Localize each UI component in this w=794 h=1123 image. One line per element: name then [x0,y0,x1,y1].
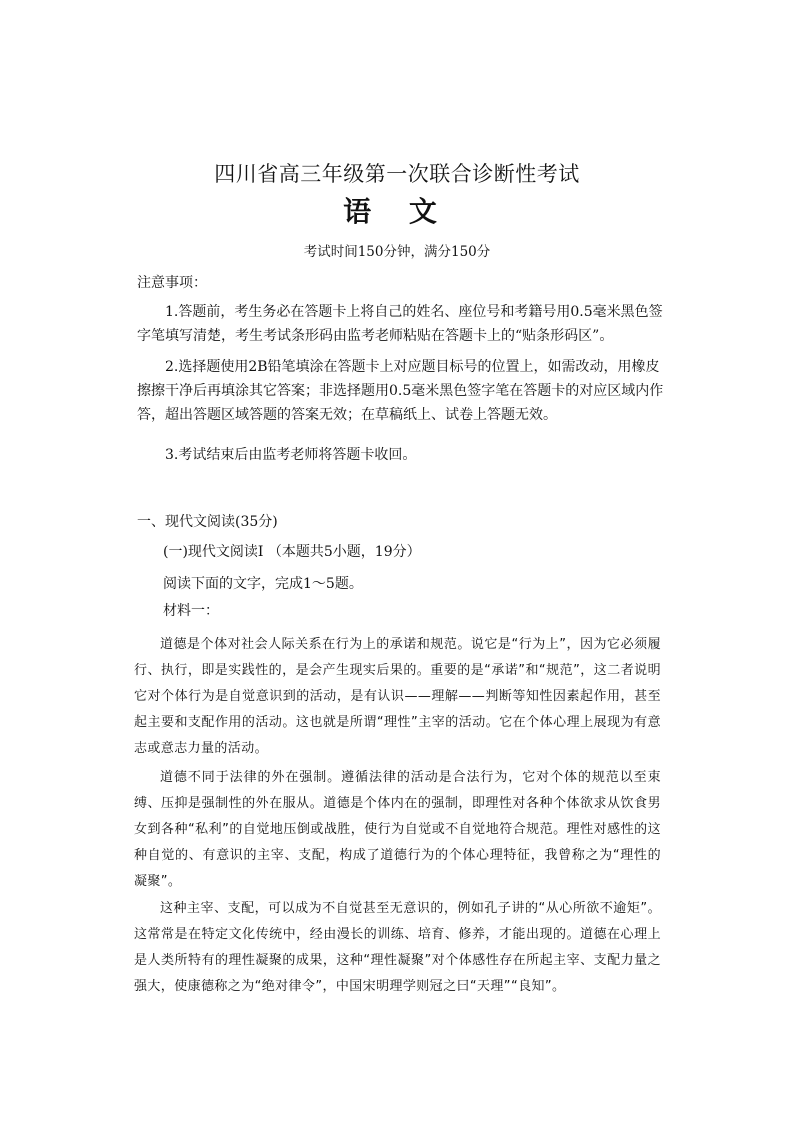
passage-paragraph: 道德是个体对社会人际关系在行为上的承诺和规范。说它是“行为上”，因为它必须履行、执行，即是实践性的，是会产生现实后果的。重要的是“承诺”和“规范”，这二者说明它对个体行为是自觉意识到的活动，是有认识——理解——判断等知性因素起作用，甚至起主要和支配作用的活动。这也就是所谓“理性”主宰的活动。它在个体心理上展现为有意志或意志力量的活动。 [134,637,661,756]
passage-paragraph: 道德不同于法律的外在强制。遵循法律的活动是合法行为，它对个体的规范以至束缚、压抑是强制性的外在服从。道德是个体内在的强制，即理性对各种个体欲求从饮食男女到各种“私利”的自觉地压倒或战胜，使行为自觉或不自觉地符合规范。理性对感性的这种自觉的、有意识的主宰、支配，构成了道德行为的个体心理特征，我曾称之为“理性的凝聚”。 [134,770,661,889]
notice-item: 2.选择题使用2B铅笔填涂在答题卡上对应题目标号的位置上，如需改动，用橡皮擦擦干净后再填涂其它答案；非选择题用0.5毫米黑色签字笔在答题卡的对应区域内作答，超出答题区域答题的答案无效；在草稿纸上、试卷上答题无效。 [137,359,664,423]
subsection-heading: (一)现代文阅读I （本题共5小题，19分） [163,544,421,560]
material-label: 材料一： [163,603,219,619]
exam-time-info: 考试时间150分钟，满分150分 [303,244,491,260]
notice-item: 1.答题前，考生务必在答题卡上将自己的姓名、座位号和考籍号用0.5毫米黑色签字笔填写清楚，考生考试条形码由监考老师粘贴在答题卡上的“贴条形码区”。 [137,304,663,344]
notice-heading: 注意事项： [137,275,207,291]
passage-paragraph: 这种主宰、支配，可以成为不自觉甚至无意识的，例如孔子讲的“从心所欲不逾矩”。这常常是在特定文化传统中，经由漫长的训练、培育、修养，才能出现的。道德在心理上是人类所特有的理性凝聚的成果，这种“理性凝聚”对个体感性存在所起主宰、支配力量之强大，使康德称之为“绝对律令”，中国宋明理学则冠之曰“天理”“良知”。 [134,901,661,994]
subject-title: 语 文 [343,195,451,228]
notice-item: 3.考试结束后由监考老师将答题卡收回。 [165,447,417,463]
reading-instruction: 阅读下面的文字，完成1～5题。 [163,576,363,592]
section-heading: 一、现代文阅读(35分) [137,514,278,530]
exam-title: 四川省高三年级第一次联合诊断性考试 [214,162,580,186]
